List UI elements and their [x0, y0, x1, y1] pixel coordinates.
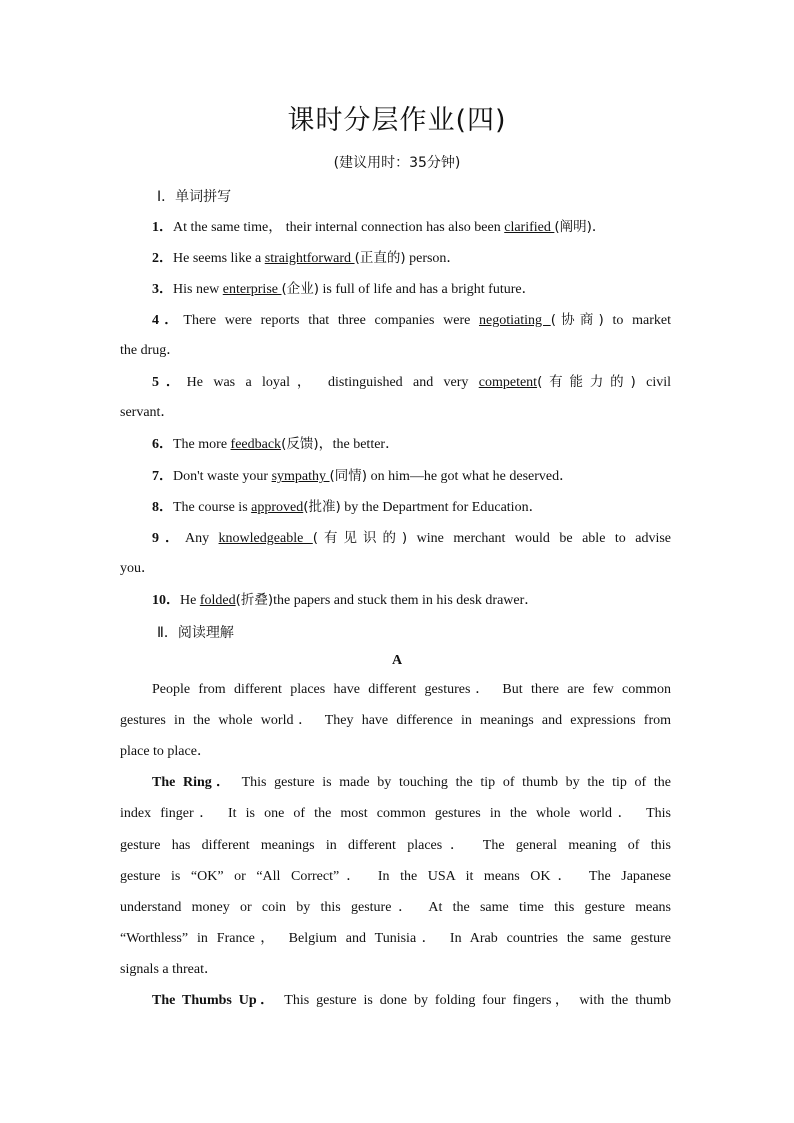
- paragraph-line: place to place．: [120, 744, 211, 759]
- page-title: 课时分层作业(四): [287, 105, 507, 136]
- paragraph-line: gesture is “OK” or “All Correct”． In the USA it means OK． The Japanese: [120, 869, 671, 884]
- answer: competent: [478, 375, 538, 390]
- answer: feedback: [230, 437, 282, 452]
- paragraph-lead: The Thumbs Up．: [152, 993, 278, 1008]
- answer: enterprise: [222, 282, 282, 297]
- list-item: 5．He was a loyal， distinguished and very competent(有能力的) civil: [152, 374, 671, 390]
- answer: knowledgeable: [218, 531, 313, 546]
- list-item: 2．He seems like a straightforward (正直的) person．: [152, 250, 461, 266]
- list-item: 4．There were reports that three companies were negotiating (协商) to market: [152, 312, 671, 328]
- answer: negotiating: [479, 313, 551, 328]
- list-item: 1．At the same time， their internal connection has also been clarified (阐明)．: [152, 219, 606, 235]
- list-item: 6．The more feedback(反馈)，the better．: [152, 436, 400, 452]
- paragraph-lead: The Ring．: [152, 775, 235, 790]
- answer: approved: [251, 500, 304, 515]
- answer: sympathy: [271, 469, 330, 484]
- paragraph-line: The Thumbs Up． This gesture is done by folding four fingers， with the thumb: [152, 993, 671, 1008]
- paragraph-line: gestures in the whole world． They have difference in meanings and expressions from: [120, 713, 671, 728]
- answer: straightforward: [264, 251, 355, 266]
- paragraph-line: The Ring． This gesture is made by touching the tip of thumb by the tip of the: [152, 775, 671, 790]
- time-suggestion: (建议用时：35分钟): [333, 155, 461, 171]
- paragraph-line: gesture has different meanings in different places． The general meaning of this: [120, 838, 671, 853]
- list-item: 9．Any knowledgeable (有见识的) wine merchant would be able to advise: [152, 530, 672, 546]
- answer: clarified: [504, 220, 555, 235]
- paragraph-line: “Worthless” in France， Belgium and Tunisia． In Arab countries the same gesture: [120, 931, 671, 946]
- list-item: 3．His new enterprise (企业) is full of life and has a bright future．: [152, 281, 536, 297]
- paragraph-line: signals a threat．: [120, 962, 218, 977]
- list-item-continuation: servant．: [120, 405, 175, 420]
- paragraph-line: People from different places have different gestures． But there are few common: [152, 682, 671, 697]
- list-item: 7．Don't waste your sympathy (同情) on him—he got what he deserved．: [152, 468, 574, 484]
- paragraph-line: index finger． It is one of the most common gestures in the whole world． This: [120, 806, 671, 821]
- list-item: 8．The course is approved(批准) by the Department for Education．: [152, 499, 543, 515]
- list-item-continuation: the drug．: [120, 343, 181, 358]
- answer: folded: [199, 593, 236, 608]
- paragraph-line: understand money or coin by this gesture． At the same time this gesture means: [120, 900, 671, 915]
- section-heading-spelling: Ⅰ．单词拼写: [157, 189, 232, 205]
- passage-label: A: [391, 653, 403, 668]
- list-item: 10．He folded(折叠)the papers and stuck them in his desk drawer．: [152, 592, 539, 608]
- list-item-continuation: you．: [120, 561, 155, 576]
- section-heading-reading: Ⅱ．阅读理解: [157, 625, 234, 641]
